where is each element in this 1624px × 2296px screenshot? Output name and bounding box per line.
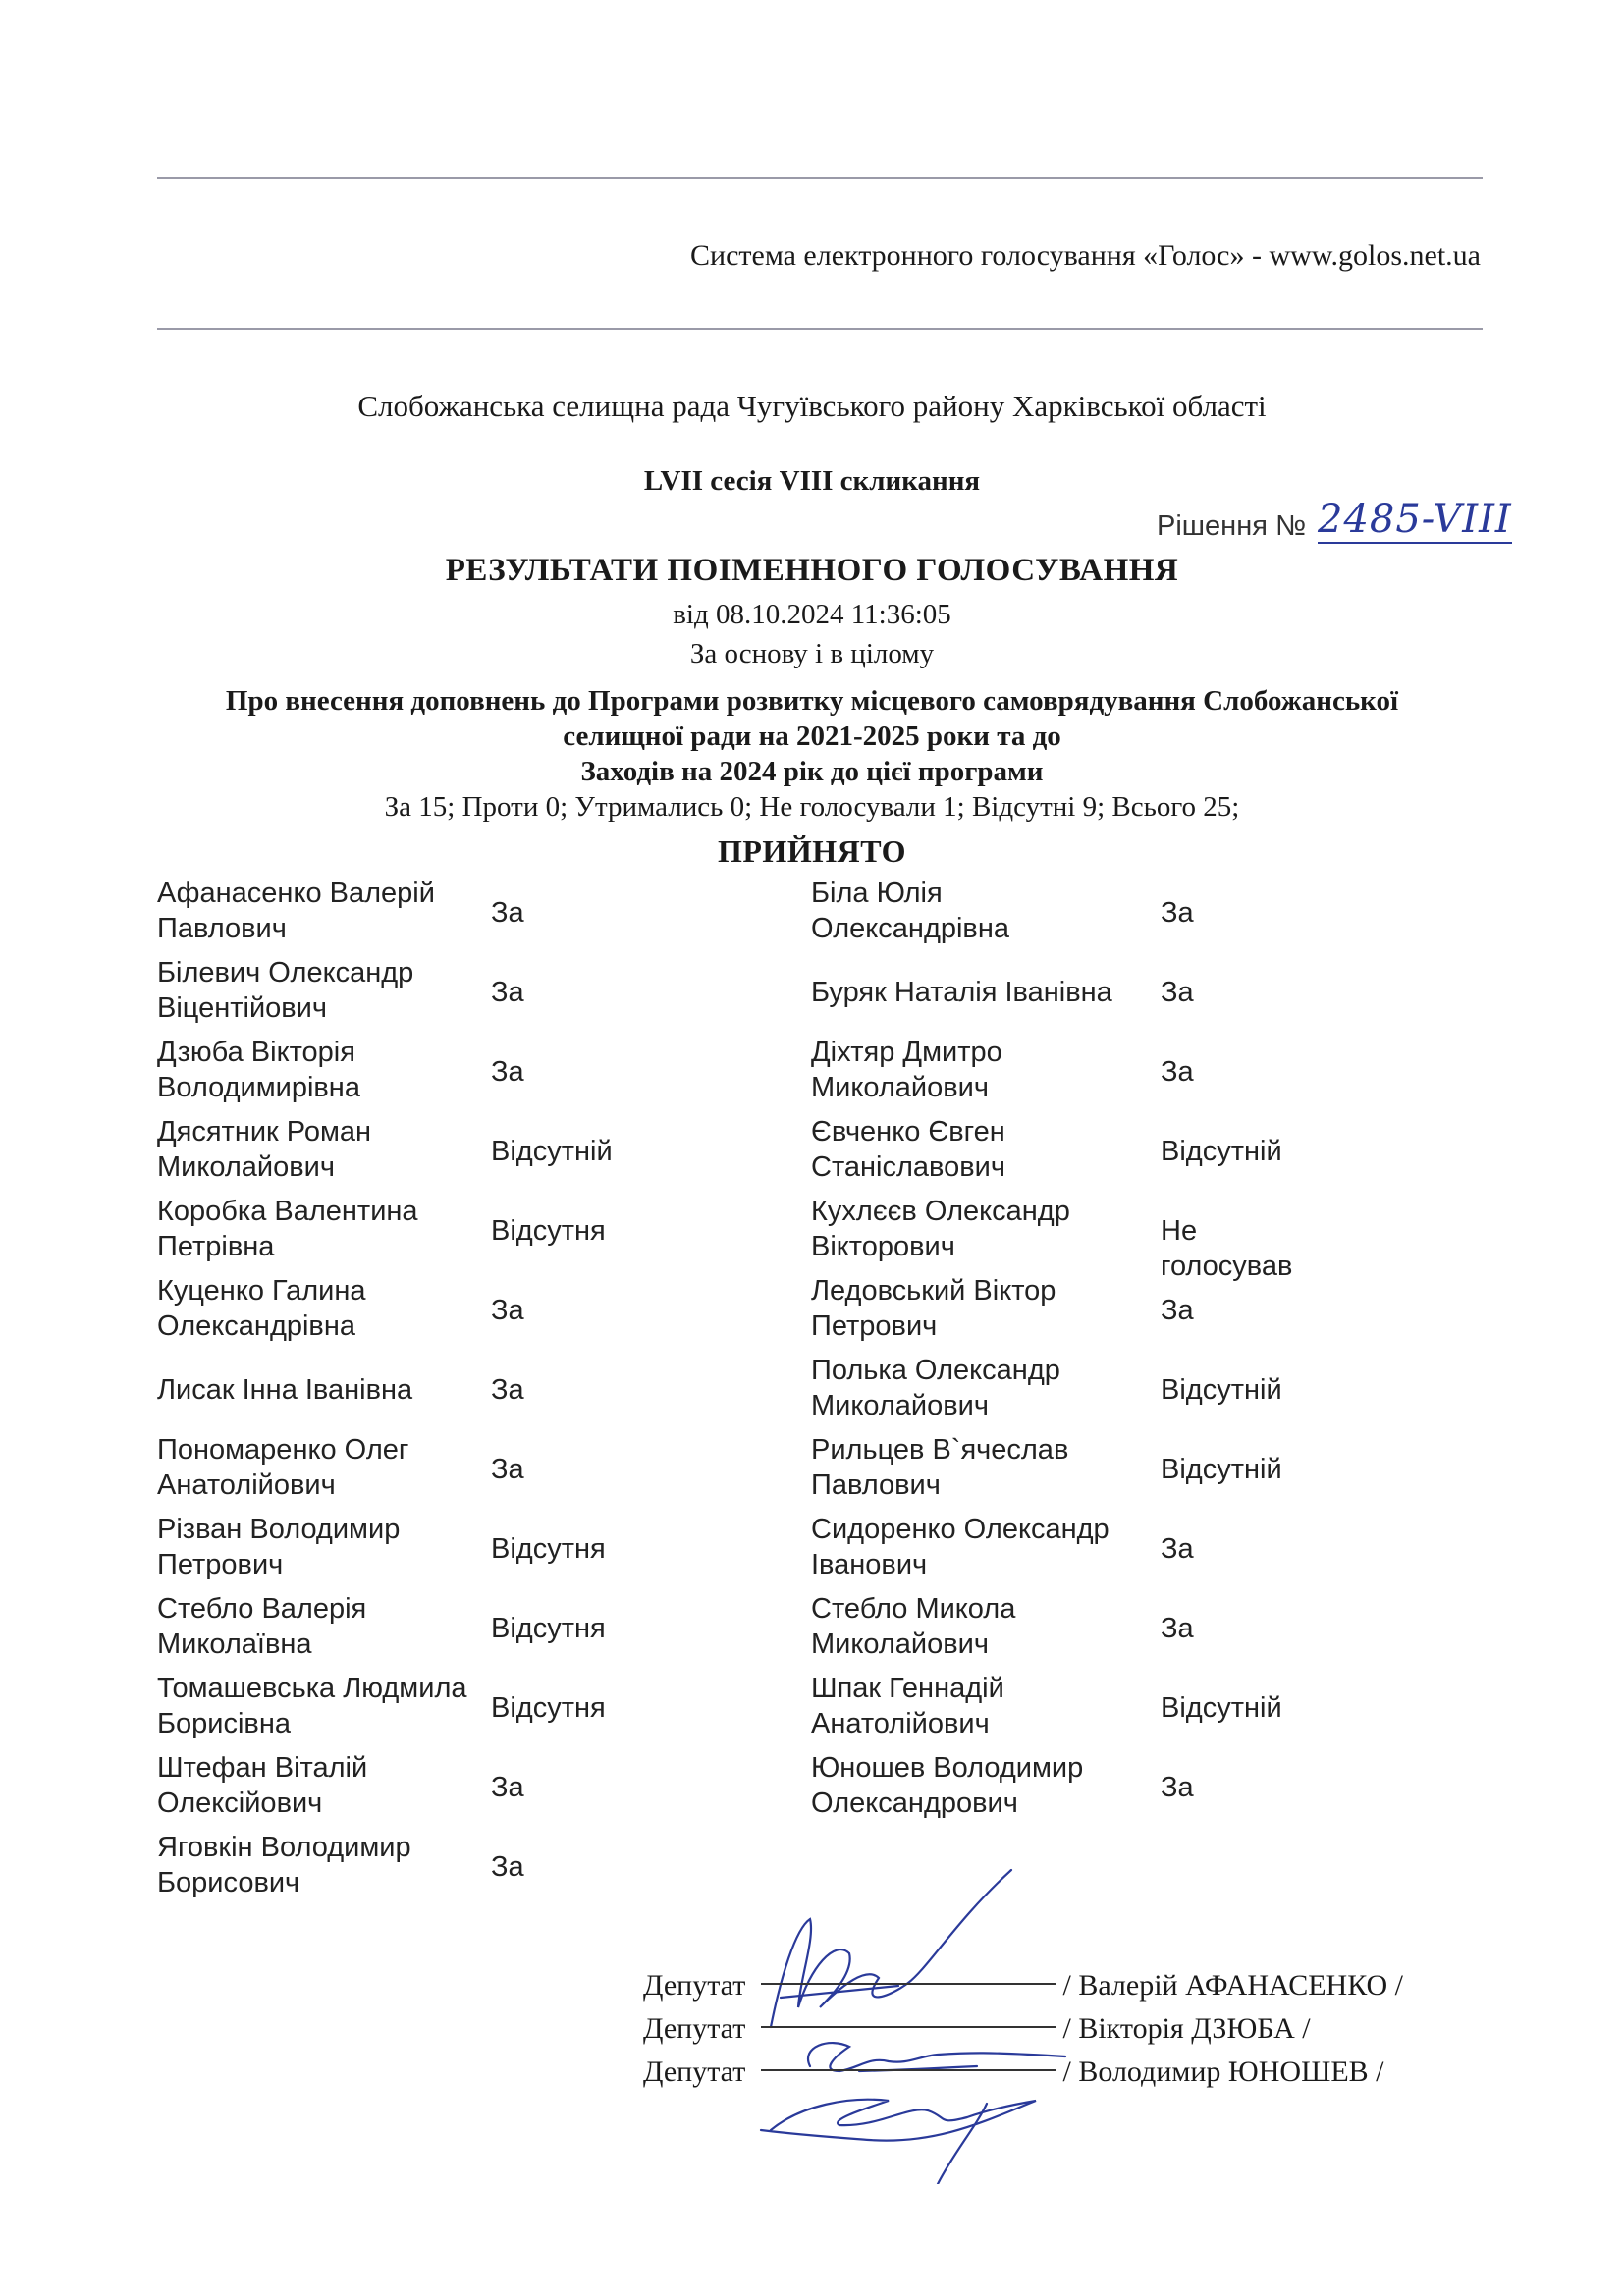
deputy-name-line: Лисак Інна Іванівна	[157, 1374, 413, 1406]
subject-line: Про внесення доповнень до Програми розвитку місцевого самоврядування Слобожанської	[225, 685, 1399, 717]
deputy-name-line: Вікторович	[811, 1231, 955, 1262]
deputy-name-line: Олександрівна	[157, 1310, 355, 1342]
vote-value: За	[1161, 977, 1194, 1008]
deputy-name-line: Олександрівна	[811, 913, 1009, 944]
deputy-name-line: Стебло Микола	[811, 1593, 1016, 1625]
deputy-name	[157, 876, 491, 946]
signature-row	[643, 2007, 1403, 2051]
deputy-name-line: Дясятник Роман	[157, 1116, 372, 1148]
deputy-name	[157, 1591, 491, 1662]
deputy-name	[157, 1671, 491, 1741]
deputy-name-line: Пономаренко Олег	[157, 1434, 409, 1466]
vote-date: від 08.10.2024 11:36:05	[673, 599, 951, 630]
deputy-name-line: Павлович	[811, 1469, 941, 1501]
deputy-name-line: Олексійович	[157, 1788, 323, 1819]
vote-value: За	[491, 1374, 524, 1406]
signature-label: Депутат	[643, 2012, 746, 2045]
vote-value: За	[491, 1454, 524, 1485]
vote-value: За	[1161, 1056, 1194, 1088]
signature-row	[643, 2051, 1403, 2094]
deputy-name-line: Стебло Валерія	[157, 1593, 367, 1625]
deputy-name	[157, 1273, 491, 1344]
deputy-name-line: Шпак Геннадій	[811, 1673, 1004, 1704]
deputy-name-line: Рильцев В`ячеслав	[811, 1434, 1069, 1466]
decision-label: Рішення №	[1157, 510, 1307, 542]
deputy-name	[811, 1671, 1145, 1741]
deputy-name-line: Кухлєєв Олександр	[811, 1196, 1070, 1227]
signature-yunoshev	[761, 2100, 1036, 2141]
vote-value: За	[491, 1851, 524, 1883]
deputy-name-line: Буряк Наталія Іванівна	[811, 977, 1112, 1008]
session-title: LVII сесія VIII скликання	[643, 465, 981, 497]
subject-line: Заходів на 2024 рік до цієї програми	[580, 756, 1044, 787]
vote-value: Відсутній	[1161, 1454, 1282, 1485]
signature-line	[761, 2069, 1056, 2071]
deputy-name-line: Білевич Олександр	[157, 957, 414, 988]
system-header: Система електронного голосування «Голос» - www.golos.net.ua	[690, 240, 1481, 272]
deputy-name-line: Віцентійович	[157, 992, 327, 1024]
deputy-name-line: Миколайович	[811, 1390, 989, 1421]
deputy-name-line: Афанасенко Валерій	[157, 878, 435, 909]
deputy-name	[811, 975, 1145, 1010]
deputy-name-line: Петрівна	[157, 1231, 275, 1262]
vote-value: Відсутній	[1161, 1692, 1282, 1724]
deputy-name-line: Діхтяр Дмитро	[811, 1037, 1002, 1068]
deputy-name-line: Дзюба Вікторія	[157, 1037, 355, 1068]
vote-value: За	[491, 1772, 524, 1803]
deputy-name-line: Різван Володимир	[157, 1514, 401, 1545]
deputy-name	[157, 1750, 491, 1821]
vote-basis: За основу і в цілому	[689, 638, 935, 669]
signature-line	[761, 2026, 1056, 2028]
deputy-name-line: Анатолійович	[811, 1708, 990, 1739]
vote-value: За	[491, 1295, 524, 1326]
vote-value: Відсутній	[1161, 1136, 1282, 1167]
vote-value: Відсутня	[491, 1692, 606, 1724]
top-divider	[157, 177, 1483, 179]
deputy-name-line: Томашевська Людмила	[157, 1673, 467, 1704]
council-name: Слобожанська селищна рада Чугуївського району Харківської області	[357, 389, 1267, 423]
deputy-name	[157, 955, 491, 1026]
vote-summary: За 15; Проти 0; Утримались 0; Не голосували 1; Відсутні 9; Всього 25;	[384, 791, 1240, 823]
vote-value: Відсутня	[491, 1215, 606, 1247]
deputy-name	[811, 1512, 1145, 1582]
deputy-name	[811, 1591, 1145, 1662]
deputy-name	[811, 1194, 1145, 1264]
deputy-name-line: Павлович	[157, 913, 287, 944]
deputy-name-line: Володимирівна	[157, 1072, 360, 1103]
deputy-name-line: Петрович	[811, 1310, 938, 1342]
vote-value: За	[491, 1056, 524, 1088]
deputy-name-line: Борисівна	[157, 1708, 291, 1739]
deputy-name-line: Олександрович	[811, 1788, 1018, 1819]
signature-name: / Володимир ЮНОШЕВ /	[1062, 2056, 1384, 2088]
deputy-name	[811, 1750, 1145, 1821]
deputy-name	[811, 1432, 1145, 1503]
header-divider	[157, 328, 1483, 330]
signatures-block	[643, 1964, 1403, 2094]
vote-value: Відсутній	[491, 1136, 613, 1167]
vote-subject	[0, 683, 1624, 789]
deputy-name	[157, 1194, 491, 1264]
vote-value: Відсутній	[1161, 1374, 1282, 1406]
deputy-name-line: Штефан Віталій	[157, 1752, 368, 1784]
vote-value: За	[491, 897, 524, 929]
signature-line	[761, 1983, 1056, 1985]
vote-value: Не голосував	[1161, 1215, 1293, 1282]
document-title: РЕЗУЛЬТАТИ ПОІМЕННОГО ГОЛОСУВАННЯ	[445, 553, 1179, 588]
vote-value: За	[1161, 1772, 1194, 1803]
deputy-name	[811, 1273, 1145, 1344]
deputy-name-line: Іванович	[811, 1549, 928, 1580]
deputy-name-line: Сидоренко Олександр	[811, 1514, 1110, 1545]
deputy-name	[157, 1035, 491, 1105]
deputy-name-line: Миколаївна	[157, 1629, 312, 1660]
deputy-name-line: Станіславович	[811, 1151, 1005, 1183]
deputy-name-line: Миколайович	[811, 1072, 989, 1103]
decision-number: 2485-VIII	[1318, 497, 1512, 542]
deputy-name-line: Біла Юлія	[811, 878, 943, 909]
vote-result: ПРИЙНЯТО	[717, 833, 907, 869]
deputy-name-line: Юношев Володимир	[811, 1752, 1084, 1784]
deputy-name-line: Яговкін Володимир	[157, 1832, 411, 1863]
signature-row	[643, 1964, 1403, 2007]
deputy-name	[157, 1512, 491, 1582]
signature-label: Депутат	[643, 1969, 746, 2002]
signature-label: Депутат	[643, 2056, 746, 2088]
vote-value: Відсутня	[491, 1533, 606, 1565]
deputy-name-line: Куценко Галина	[157, 1275, 366, 1307]
deputy-name-line: Миколайович	[157, 1151, 335, 1183]
deputy-name-line: Полька Олександр	[811, 1355, 1060, 1386]
subject-line: селищної ради на 2021-2025 роки та до	[563, 721, 1061, 752]
deputy-name	[811, 876, 1145, 946]
vote-value: Відсутня	[491, 1613, 606, 1644]
deputy-name-line: Ледовський Віктор	[811, 1275, 1056, 1307]
deputy-name	[811, 1353, 1145, 1423]
vote-value: За	[1161, 1295, 1194, 1326]
deputy-name-line: Євченко Євген	[811, 1116, 1005, 1148]
deputy-name-line: Петрович	[157, 1549, 284, 1580]
signature-name: / Валерій АФАНАСЕНКО /	[1062, 1969, 1403, 2002]
deputy-name	[157, 1114, 491, 1185]
vote-value: За	[1161, 1613, 1194, 1644]
deputy-name	[157, 1830, 491, 1900]
deputy-name	[811, 1114, 1145, 1185]
deputy-name	[811, 1035, 1145, 1105]
deputy-name	[157, 1432, 491, 1503]
vote-value: За	[491, 977, 524, 1008]
deputy-name-line: Коробка Валентина	[157, 1196, 418, 1227]
deputy-name-line: Миколайович	[811, 1629, 989, 1660]
deputy-name	[157, 1372, 491, 1408]
vote-value: За	[1161, 1533, 1194, 1565]
deputy-name-line: Анатолійович	[157, 1469, 336, 1501]
deputy-name-line: Борисович	[157, 1867, 300, 1898]
vote-value: За	[1161, 897, 1194, 929]
signature-name: / Вікторія ДЗЮБА /	[1062, 2012, 1311, 2045]
